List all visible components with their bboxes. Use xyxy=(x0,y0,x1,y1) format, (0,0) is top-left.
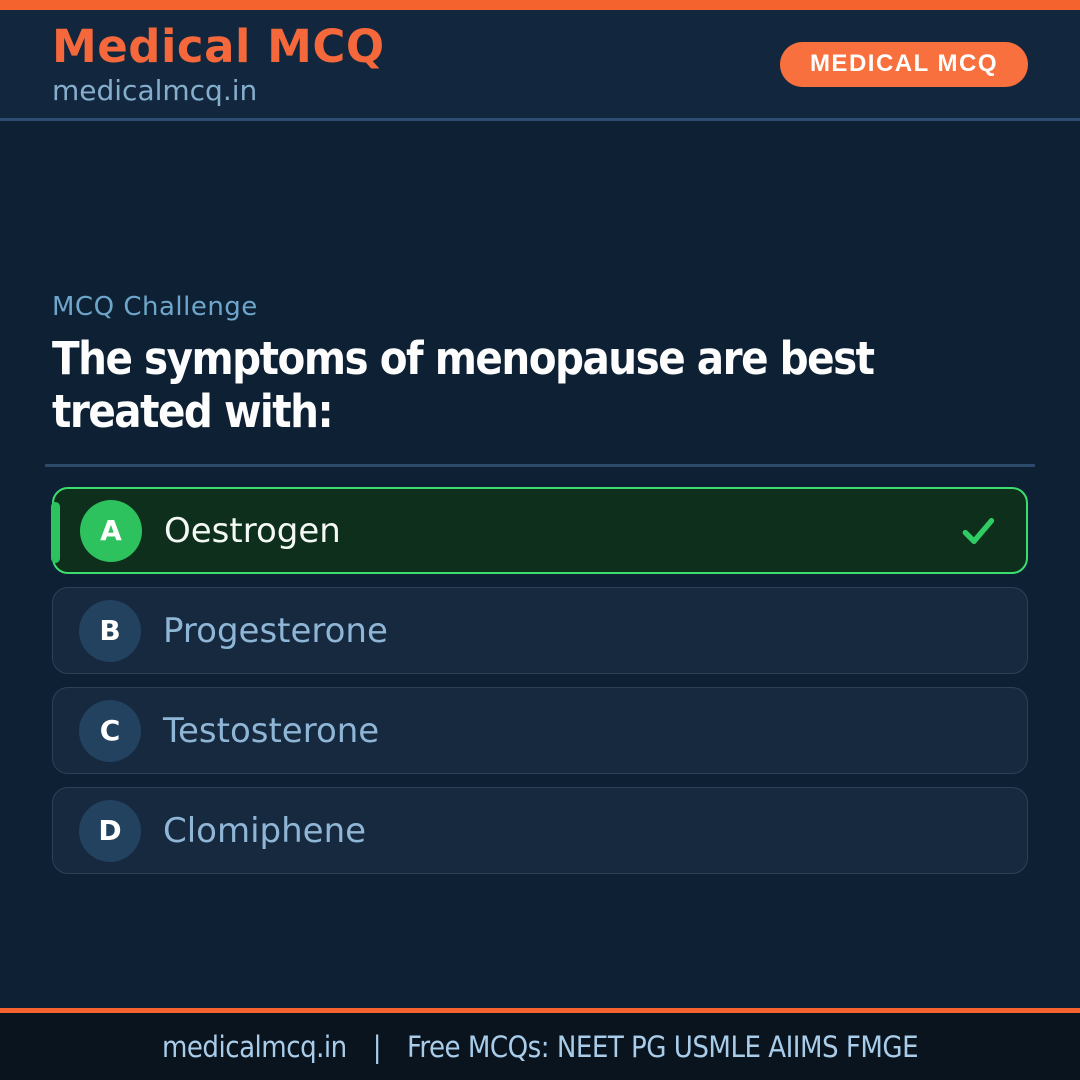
option-c-label: Testosterone xyxy=(163,710,380,751)
question-text: The symptoms of menopause are best treated with: xyxy=(52,332,874,438)
options-list xyxy=(52,487,1028,874)
question-divider xyxy=(45,464,1035,467)
brand-title: Medical MCQ xyxy=(52,19,385,73)
top-accent-strip xyxy=(0,0,1080,10)
option-c-letter-badge: C xyxy=(79,700,141,762)
option-a[interactable] xyxy=(52,487,1028,574)
brand-badge[interactable]: MEDICAL MCQ xyxy=(780,42,1028,87)
option-d-label: Clomiphene xyxy=(163,810,367,851)
footer-site: medicalmcq.in xyxy=(161,1029,347,1064)
option-b-letter-badge: B xyxy=(79,600,141,662)
quiz-eyebrow: MCQ Challenge xyxy=(52,292,258,322)
footer-separator: | xyxy=(372,1029,382,1064)
check-icon xyxy=(956,512,1000,550)
header xyxy=(0,10,1080,121)
brand-block xyxy=(52,19,385,107)
footer-tagline: Free MCQs: NEET PG USMLE AIIMS FMGE xyxy=(407,1029,919,1064)
brand-subtitle: medicalmcq.in xyxy=(52,73,258,107)
option-d-letter-badge: D xyxy=(79,800,141,862)
option-a-label: Oestrogen xyxy=(164,510,341,551)
correct-accent-bar xyxy=(51,502,60,563)
option-c[interactable] xyxy=(52,687,1028,774)
option-b-label: Progesterone xyxy=(163,610,388,651)
option-d[interactable] xyxy=(52,787,1028,874)
footer xyxy=(0,1013,1080,1080)
option-b[interactable] xyxy=(52,587,1028,674)
quiz-card xyxy=(52,124,1028,874)
option-a-letter-badge: A xyxy=(80,500,142,562)
